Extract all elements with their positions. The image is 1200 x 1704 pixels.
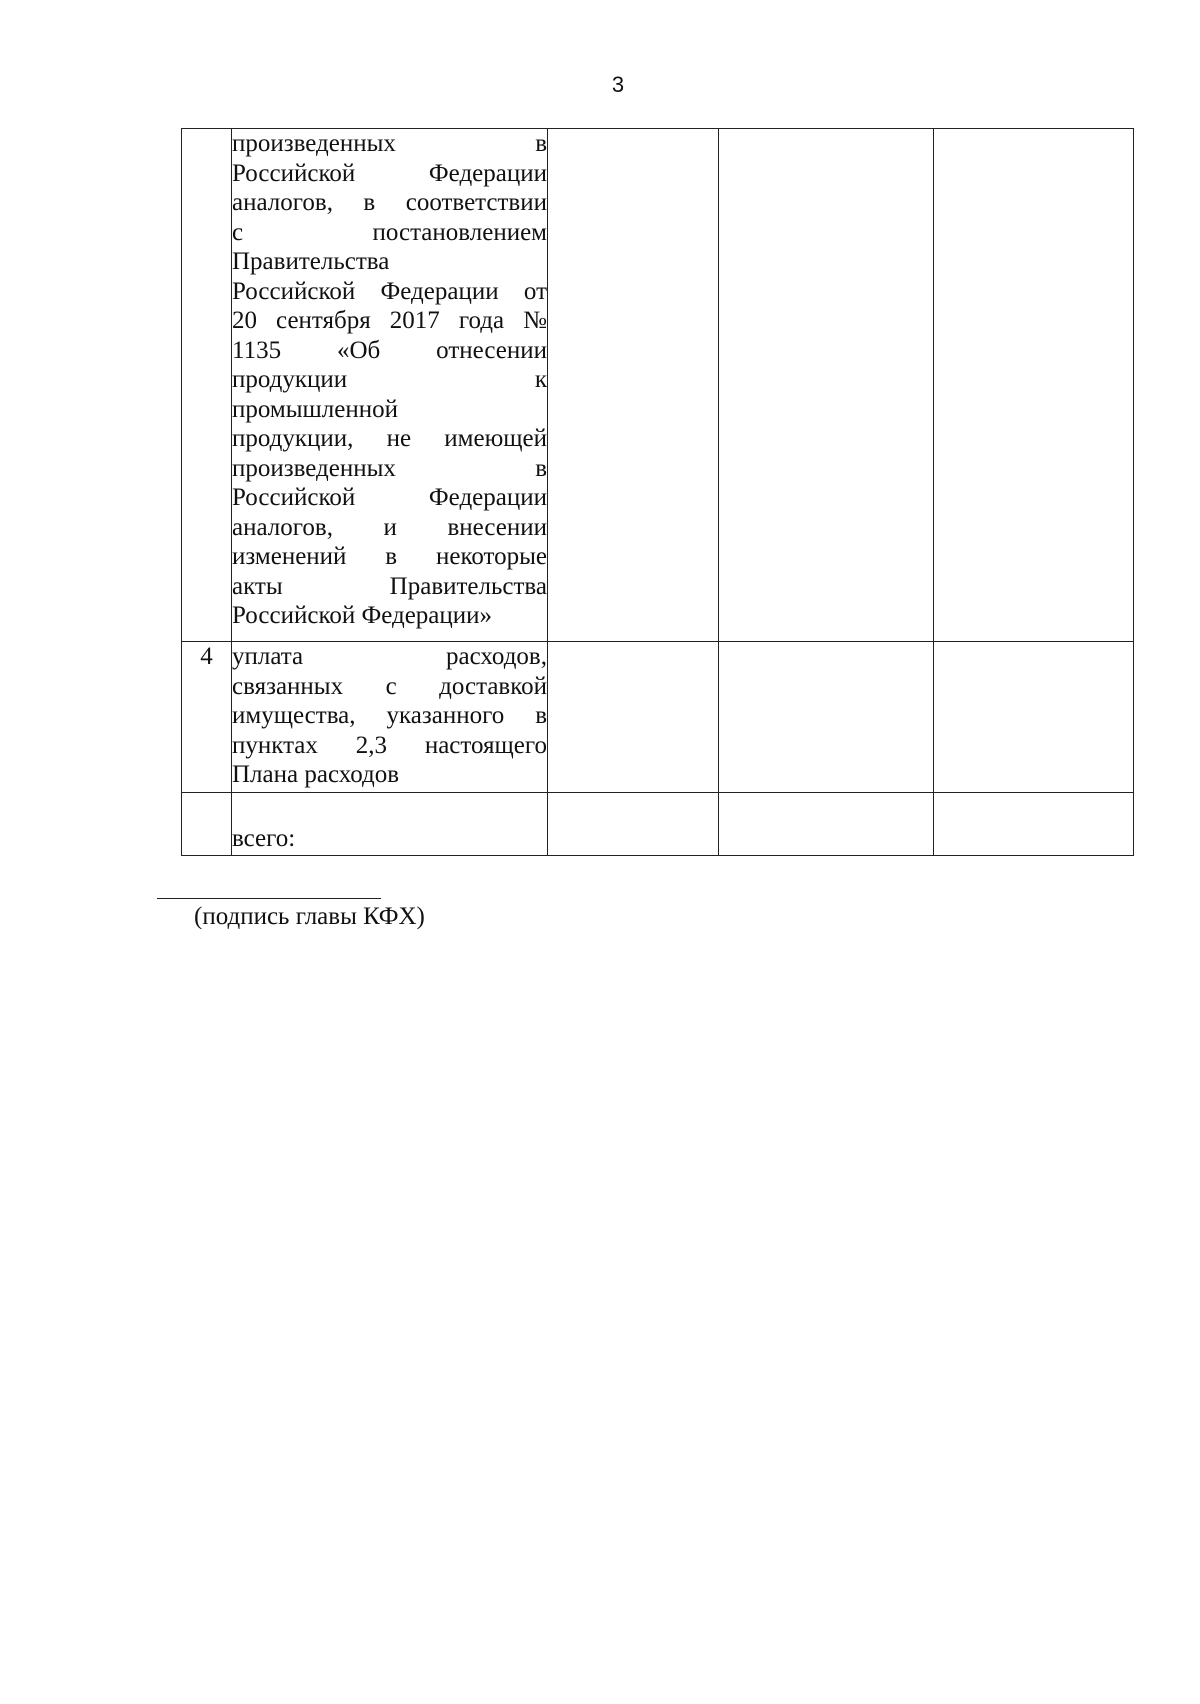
signature-line	[157, 898, 381, 899]
description-line: Российской Федерации»	[232, 602, 493, 629]
row-description-cell	[232, 129, 548, 642]
description-line: с постановлением	[232, 218, 547, 246]
description-line: пунктах 2,3 настоящего	[232, 731, 547, 759]
description-line: продукции, не имеющей	[232, 425, 547, 452]
description-line: аналогов, в соответствии	[232, 189, 547, 216]
table-row-total	[182, 793, 1134, 856]
empty-cell	[934, 793, 1134, 856]
signature-caption: (подпись главы КФХ)	[194, 903, 425, 930]
description-line: Российской Федерации	[232, 159, 547, 187]
row-number-cell: 4	[182, 642, 232, 793]
page-number: 3	[611, 72, 625, 97]
empty-cell	[934, 129, 1134, 642]
empty-cell	[719, 642, 934, 793]
empty-cell	[548, 793, 719, 856]
expense-plan-table	[181, 128, 1134, 856]
total-label: всего:	[232, 824, 296, 852]
description-line: изменений в некоторые	[232, 543, 547, 570]
table-row	[182, 129, 1134, 642]
row-number-cell	[182, 129, 232, 642]
empty-cell	[719, 129, 934, 642]
table-row	[182, 642, 1134, 793]
description-line: связанных с доставкой	[232, 672, 547, 700]
description-line: произведенных в	[232, 130, 547, 157]
description-line: Правительства	[232, 248, 390, 275]
empty-cell	[719, 793, 934, 856]
description-line: 1135 «Об отнесении	[232, 336, 547, 364]
row-description-cell	[232, 642, 548, 793]
empty-cell	[548, 642, 719, 793]
description-line: Плана расходов	[232, 761, 400, 788]
description-line: акты Правительства	[232, 572, 547, 600]
description-line: 20 сентября 2017 года №	[232, 307, 547, 334]
description-line: Российской Федерации от	[232, 277, 547, 305]
description-line: Российской Федерации	[232, 484, 547, 511]
description-line: продукции к	[232, 366, 547, 393]
empty-cell	[934, 642, 1134, 793]
description-line: уплата расходов,	[232, 643, 547, 670]
row-number-cell	[182, 793, 232, 856]
total-label-cell	[232, 793, 548, 856]
description-line: аналогов, и внесении	[232, 513, 547, 541]
description-line: произведенных в	[232, 454, 547, 482]
empty-cell	[548, 129, 719, 642]
description-line: промышленной	[232, 395, 398, 423]
description-line: имущества, указанного в	[232, 702, 547, 729]
